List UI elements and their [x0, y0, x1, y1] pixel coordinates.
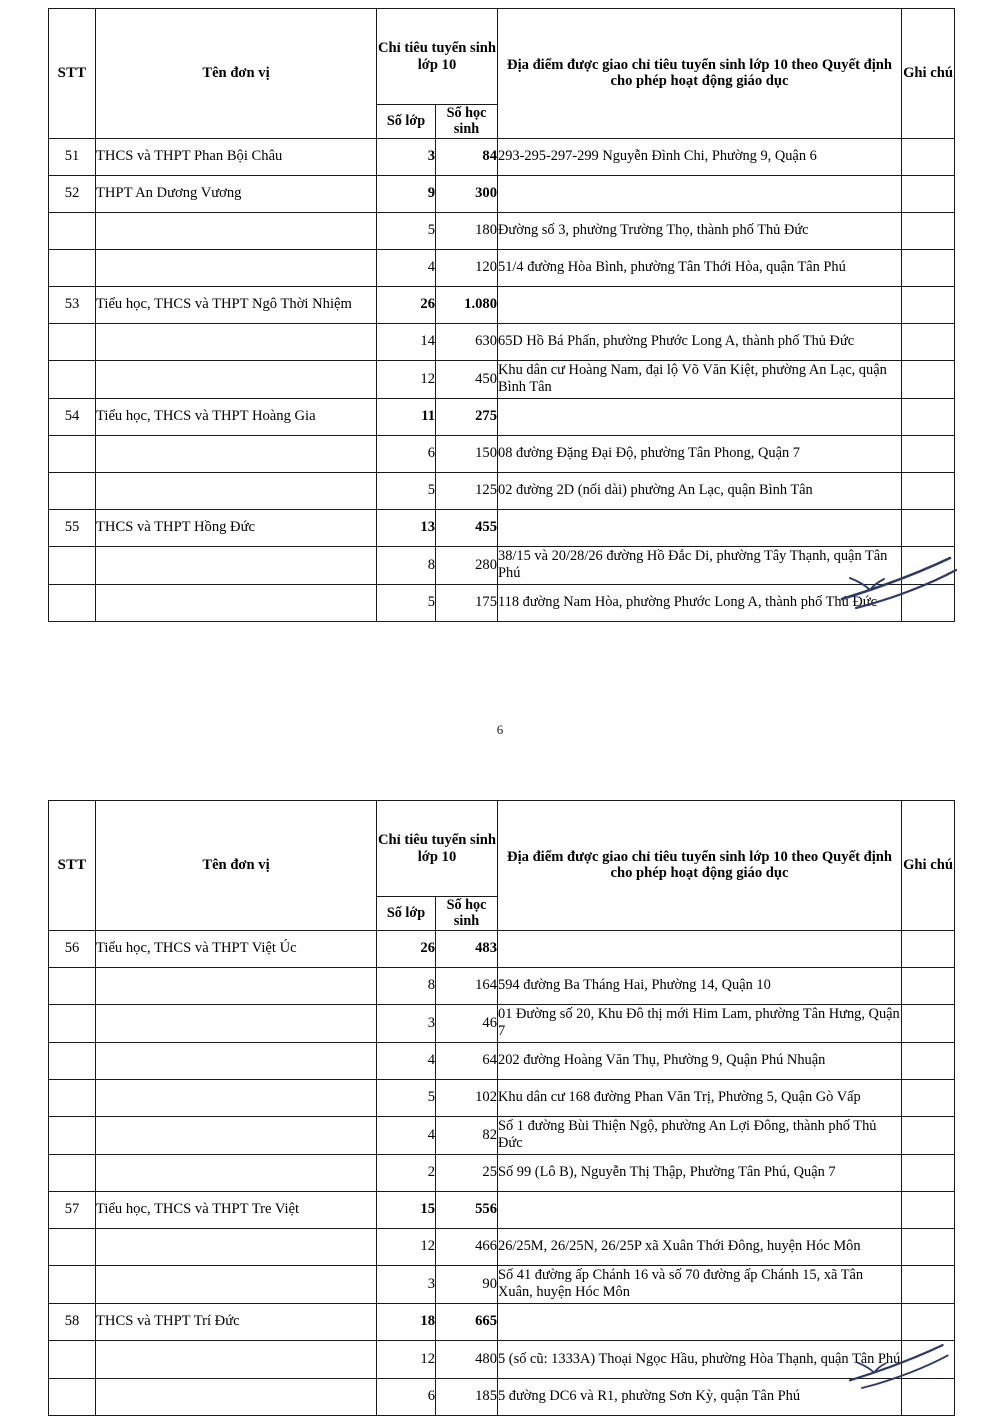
- row-cell-num-classes: 5: [377, 472, 436, 509]
- row-cell-num-students: 175: [436, 584, 498, 621]
- row-cell-location: 5 đường DC6 và R1, phường Sơn Kỳ, quận Tân Phú: [498, 1378, 902, 1415]
- row-cell-note: [902, 584, 955, 621]
- row-cell-num-students: 466: [436, 1228, 498, 1265]
- row-cell-stt: [49, 584, 96, 621]
- row-cell-num-students: 1.080: [436, 286, 498, 323]
- table-section-page-6: [48, 8, 954, 622]
- row-cell-note: [902, 967, 955, 1004]
- table-header: [49, 9, 955, 139]
- row-cell-unit-name: [96, 1378, 377, 1415]
- row-cell-note: [902, 1340, 955, 1378]
- row-cell-num-students: 25: [436, 1154, 498, 1191]
- row-cell-num-classes: 13: [377, 509, 436, 546]
- row-cell-location: Số 99 (Lô B), Nguyễn Thị Thập, Phường Tân Phú, Quận 7: [498, 1154, 902, 1191]
- table-row: [49, 435, 955, 472]
- table-row: [49, 1042, 955, 1079]
- column-header-unit-name: Tên đơn vị: [96, 801, 377, 931]
- table-body-1: [49, 138, 955, 621]
- row-cell-unit-name: [96, 546, 377, 584]
- row-cell-num-classes: 5: [377, 1079, 436, 1116]
- row-cell-num-students: 82: [436, 1116, 498, 1154]
- row-cell-num-students: 64: [436, 1042, 498, 1079]
- column-header-quota-group: Chỉ tiêu tuyển sinh lớp 10: [377, 9, 498, 105]
- row-cell-note: [902, 930, 955, 967]
- row-cell-num-classes: 4: [377, 249, 436, 286]
- row-cell-num-students: 630: [436, 323, 498, 360]
- row-cell-location: [498, 509, 902, 546]
- row-cell-stt: 54: [49, 398, 96, 435]
- row-cell-note: [902, 175, 955, 212]
- row-cell-note: [902, 1378, 955, 1415]
- row-cell-stt: [49, 1079, 96, 1116]
- row-cell-unit-name: [96, 249, 377, 286]
- table-header: [49, 801, 955, 931]
- row-cell-stt: 52: [49, 175, 96, 212]
- table-row: [49, 323, 955, 360]
- table-row: [49, 930, 955, 967]
- row-cell-stt: [49, 472, 96, 509]
- column-header-note: Ghi chú: [902, 9, 955, 139]
- row-cell-stt: [49, 360, 96, 398]
- row-cell-unit-name: Tiểu học, THCS và THPT Ngô Thời Nhiệm: [96, 286, 377, 323]
- row-cell-num-classes: 3: [377, 1004, 436, 1042]
- column-header-note: Ghi chú: [902, 801, 955, 931]
- column-header-location: Địa điểm được giao chỉ tiêu tuyển sinh lớp 10 theo Quyết định cho phép hoạt động giáo dục: [498, 9, 902, 139]
- row-cell-note: [902, 546, 955, 584]
- row-cell-num-classes: 3: [377, 138, 436, 175]
- row-cell-location: [498, 1303, 902, 1340]
- row-cell-location: 594 đường Ba Tháng Hai, Phường 14, Quận 10: [498, 967, 902, 1004]
- row-cell-location: Số 1 đường Bùi Thiện Ngộ, phường An Lợi Đông, thành phố Thủ Đức: [498, 1116, 902, 1154]
- column-header-unit-name: Tên đơn vị: [96, 9, 377, 139]
- row-cell-note: [902, 1265, 955, 1303]
- row-cell-location: [498, 1191, 902, 1228]
- row-cell-unit-name: THPT An Dương Vương: [96, 175, 377, 212]
- row-cell-num-classes: 18: [377, 1303, 436, 1340]
- row-cell-unit-name: [96, 472, 377, 509]
- row-cell-num-classes: 12: [377, 1228, 436, 1265]
- row-cell-num-students: 180: [436, 212, 498, 249]
- row-cell-stt: [49, 1340, 96, 1378]
- row-cell-num-classes: 8: [377, 546, 436, 584]
- row-cell-num-students: 90: [436, 1265, 498, 1303]
- row-cell-num-classes: 6: [377, 1378, 436, 1415]
- row-cell-num-students: 455: [436, 509, 498, 546]
- row-cell-note: [902, 1303, 955, 1340]
- column-header-stt: STT: [49, 9, 96, 139]
- row-cell-num-students: 125: [436, 472, 498, 509]
- row-cell-stt: [49, 212, 96, 249]
- row-cell-stt: 56: [49, 930, 96, 967]
- page-number: 6: [496, 722, 504, 737]
- row-cell-location: 08 đường Đặng Đại Độ, phường Tân Phong, Quận 7: [498, 435, 902, 472]
- table-row: [49, 509, 955, 546]
- row-cell-num-students: 164: [436, 967, 498, 1004]
- row-cell-location: 202 đường Hoàng Văn Thụ, Phường 9, Quận Phú Nhuận: [498, 1042, 902, 1079]
- row-cell-location: Khu dân cư 168 đường Phan Văn Trị, Phường 5, Quận Gò Vấp: [498, 1079, 902, 1116]
- row-cell-unit-name: [96, 584, 377, 621]
- row-cell-unit-name: [96, 1116, 377, 1154]
- row-cell-stt: 51: [49, 138, 96, 175]
- row-cell-stt: [49, 1378, 96, 1415]
- row-cell-num-classes: 8: [377, 967, 436, 1004]
- row-cell-location: 38/15 và 20/28/26 đường Hồ Đắc Di, phường Tây Thạnh, quận Tân Phú: [498, 546, 902, 584]
- row-cell-num-classes: 26: [377, 286, 436, 323]
- row-cell-unit-name: THCS và THPT Trí Đức: [96, 1303, 377, 1340]
- row-cell-note: [902, 435, 955, 472]
- row-cell-note: [902, 1191, 955, 1228]
- row-cell-note: [902, 398, 955, 435]
- row-cell-location: 02 đường 2D (nối dài) phường An Lạc, quận Bình Tân: [498, 472, 902, 509]
- table-row: [49, 1154, 955, 1191]
- row-cell-stt: 58: [49, 1303, 96, 1340]
- row-cell-unit-name: [96, 1004, 377, 1042]
- column-header-location: Địa điểm được giao chỉ tiêu tuyển sinh lớp 10 theo Quyết định cho phép hoạt động giáo dục: [498, 801, 902, 931]
- row-cell-location: 01 Đường số 20, Khu Đô thị mới Him Lam, phường Tân Hưng, Quận 7: [498, 1004, 902, 1042]
- row-cell-num-students: 480: [436, 1340, 498, 1378]
- row-cell-num-students: 150: [436, 435, 498, 472]
- row-cell-unit-name: Tiểu học, THCS và THPT Việt Úc: [96, 930, 377, 967]
- row-cell-note: [902, 212, 955, 249]
- row-cell-stt: [49, 1004, 96, 1042]
- row-cell-stt: 57: [49, 1191, 96, 1228]
- row-cell-stt: [49, 1042, 96, 1079]
- table-row: [49, 967, 955, 1004]
- row-cell-unit-name: [96, 212, 377, 249]
- row-cell-num-classes: 3: [377, 1265, 436, 1303]
- table-row: [49, 138, 955, 175]
- row-cell-unit-name: [96, 1154, 377, 1191]
- row-cell-num-classes: 14: [377, 323, 436, 360]
- row-cell-num-classes: 9: [377, 175, 436, 212]
- row-cell-note: [902, 286, 955, 323]
- row-cell-note: [902, 1079, 955, 1116]
- row-cell-location: [498, 286, 902, 323]
- row-cell-location: 51/4 đường Hòa Bình, phường Tân Thới Hòa, quận Tân Phú: [498, 249, 902, 286]
- row-cell-stt: 53: [49, 286, 96, 323]
- row-cell-location: [498, 398, 902, 435]
- row-cell-location: 26/25M, 26/25N, 26/25P xã Xuân Thới Đông, huyện Hóc Môn: [498, 1228, 902, 1265]
- row-cell-num-classes: 2: [377, 1154, 436, 1191]
- row-cell-num-classes: 4: [377, 1116, 436, 1154]
- table-row: [49, 1265, 955, 1303]
- row-cell-num-classes: 15: [377, 1191, 436, 1228]
- row-cell-location: [498, 930, 902, 967]
- row-cell-note: [902, 1228, 955, 1265]
- row-cell-note: [902, 1116, 955, 1154]
- row-cell-stt: [49, 1265, 96, 1303]
- row-cell-location: Đường số 3, phường Trường Thọ, thành phố Thủ Đức: [498, 212, 902, 249]
- row-cell-note: [902, 323, 955, 360]
- row-cell-stt: [49, 249, 96, 286]
- table-row: [49, 1228, 955, 1265]
- table-row: [49, 1378, 955, 1415]
- table-row: [49, 1340, 955, 1378]
- row-cell-unit-name: Tiểu học, THCS và THPT Hoàng Gia: [96, 398, 377, 435]
- table-row: [49, 546, 955, 584]
- table-row: [49, 472, 955, 509]
- row-cell-unit-name: Tiểu học, THCS và THPT Tre Việt: [96, 1191, 377, 1228]
- row-cell-note: [902, 1004, 955, 1042]
- table-row: [49, 360, 955, 398]
- row-cell-num-students: 102: [436, 1079, 498, 1116]
- row-cell-stt: [49, 435, 96, 472]
- table-body-2: [49, 930, 955, 1415]
- column-header-quota-group: Chỉ tiêu tuyển sinh lớp 10: [377, 801, 498, 897]
- row-cell-num-students: 84: [436, 138, 498, 175]
- row-cell-num-students: 185: [436, 1378, 498, 1415]
- row-cell-location: [498, 175, 902, 212]
- column-header-num-students: Số học sinh: [436, 105, 498, 139]
- row-cell-num-classes: 12: [377, 1340, 436, 1378]
- column-header-num-classes: Số lớp: [377, 897, 436, 931]
- row-cell-unit-name: [96, 967, 377, 1004]
- row-cell-num-classes: 4: [377, 1042, 436, 1079]
- column-header-num-students: Số học sinh: [436, 897, 498, 931]
- row-cell-num-students: 450: [436, 360, 498, 398]
- row-cell-num-students: 280: [436, 546, 498, 584]
- row-cell-unit-name: [96, 1340, 377, 1378]
- row-cell-num-students: 275: [436, 398, 498, 435]
- column-header-num-classes: Số lớp: [377, 105, 436, 139]
- enrollment-quota-table-1: [48, 8, 955, 622]
- row-cell-unit-name: [96, 1265, 377, 1303]
- row-cell-stt: [49, 323, 96, 360]
- row-cell-location: 5 (số cũ: 1333A) Thoại Ngọc Hầu, phường Hòa Thạnh, quận Tân Phú: [498, 1340, 902, 1378]
- row-cell-unit-name: [96, 1079, 377, 1116]
- row-cell-location: 293-295-297-299 Nguyễn Đình Chi, Phường 9, Quận 6: [498, 138, 902, 175]
- table-row: [49, 1079, 955, 1116]
- row-cell-num-classes: 6: [377, 435, 436, 472]
- row-cell-note: [902, 1154, 955, 1191]
- row-cell-stt: [49, 1228, 96, 1265]
- row-cell-num-classes: 11: [377, 398, 436, 435]
- table-row: [49, 1303, 955, 1340]
- row-cell-unit-name: [96, 435, 377, 472]
- row-cell-num-students: 556: [436, 1191, 498, 1228]
- row-cell-unit-name: [96, 360, 377, 398]
- row-cell-location: 65D Hồ Bá Phấn, phường Phước Long A, thành phố Thủ Đức: [498, 323, 902, 360]
- row-cell-stt: [49, 1116, 96, 1154]
- row-cell-stt: [49, 546, 96, 584]
- row-cell-num-students: 120: [436, 249, 498, 286]
- row-cell-num-students: 46: [436, 1004, 498, 1042]
- row-cell-stt: 55: [49, 509, 96, 546]
- table-row: [49, 584, 955, 621]
- table-row: [49, 1116, 955, 1154]
- table-row: [49, 398, 955, 435]
- row-cell-unit-name: [96, 323, 377, 360]
- row-cell-stt: [49, 967, 96, 1004]
- row-cell-unit-name: [96, 1228, 377, 1265]
- row-cell-num-students: 665: [436, 1303, 498, 1340]
- row-cell-note: [902, 249, 955, 286]
- row-cell-num-students: 483: [436, 930, 498, 967]
- row-cell-location: Số 41 đường ấp Chánh 16 và số 70 đường ấp Chánh 15, xã Tân Xuân, huyện Hóc Môn: [498, 1265, 902, 1303]
- table-row: [49, 1004, 955, 1042]
- row-cell-unit-name: [96, 1042, 377, 1079]
- row-cell-stt: [49, 1154, 96, 1191]
- row-cell-num-classes: 5: [377, 584, 436, 621]
- row-cell-num-classes: 12: [377, 360, 436, 398]
- row-cell-note: [902, 1042, 955, 1079]
- row-cell-location: Khu dân cư Hoàng Nam, đại lộ Võ Văn Kiệt, phường An Lạc, quận Bình Tân: [498, 360, 902, 398]
- column-header-stt: STT: [49, 801, 96, 931]
- table-row: [49, 1191, 955, 1228]
- row-cell-num-classes: 5: [377, 212, 436, 249]
- row-cell-num-classes: 26: [377, 930, 436, 967]
- table-row: [49, 249, 955, 286]
- table-row: [49, 286, 955, 323]
- table-section-page-7: [48, 800, 954, 1416]
- enrollment-quota-table-2: [48, 800, 955, 1416]
- row-cell-note: [902, 360, 955, 398]
- table-row: [49, 175, 955, 212]
- row-cell-unit-name: THCS và THPT Phan Bội Châu: [96, 138, 377, 175]
- row-cell-note: [902, 138, 955, 175]
- row-cell-num-students: 300: [436, 175, 498, 212]
- row-cell-location: 118 đường Nam Hòa, phường Phước Long A, thành phố Thủ Đức: [498, 584, 902, 621]
- table-row: [49, 212, 955, 249]
- row-cell-unit-name: THCS và THPT Hồng Đức: [96, 509, 377, 546]
- row-cell-note: [902, 509, 955, 546]
- row-cell-note: [902, 472, 955, 509]
